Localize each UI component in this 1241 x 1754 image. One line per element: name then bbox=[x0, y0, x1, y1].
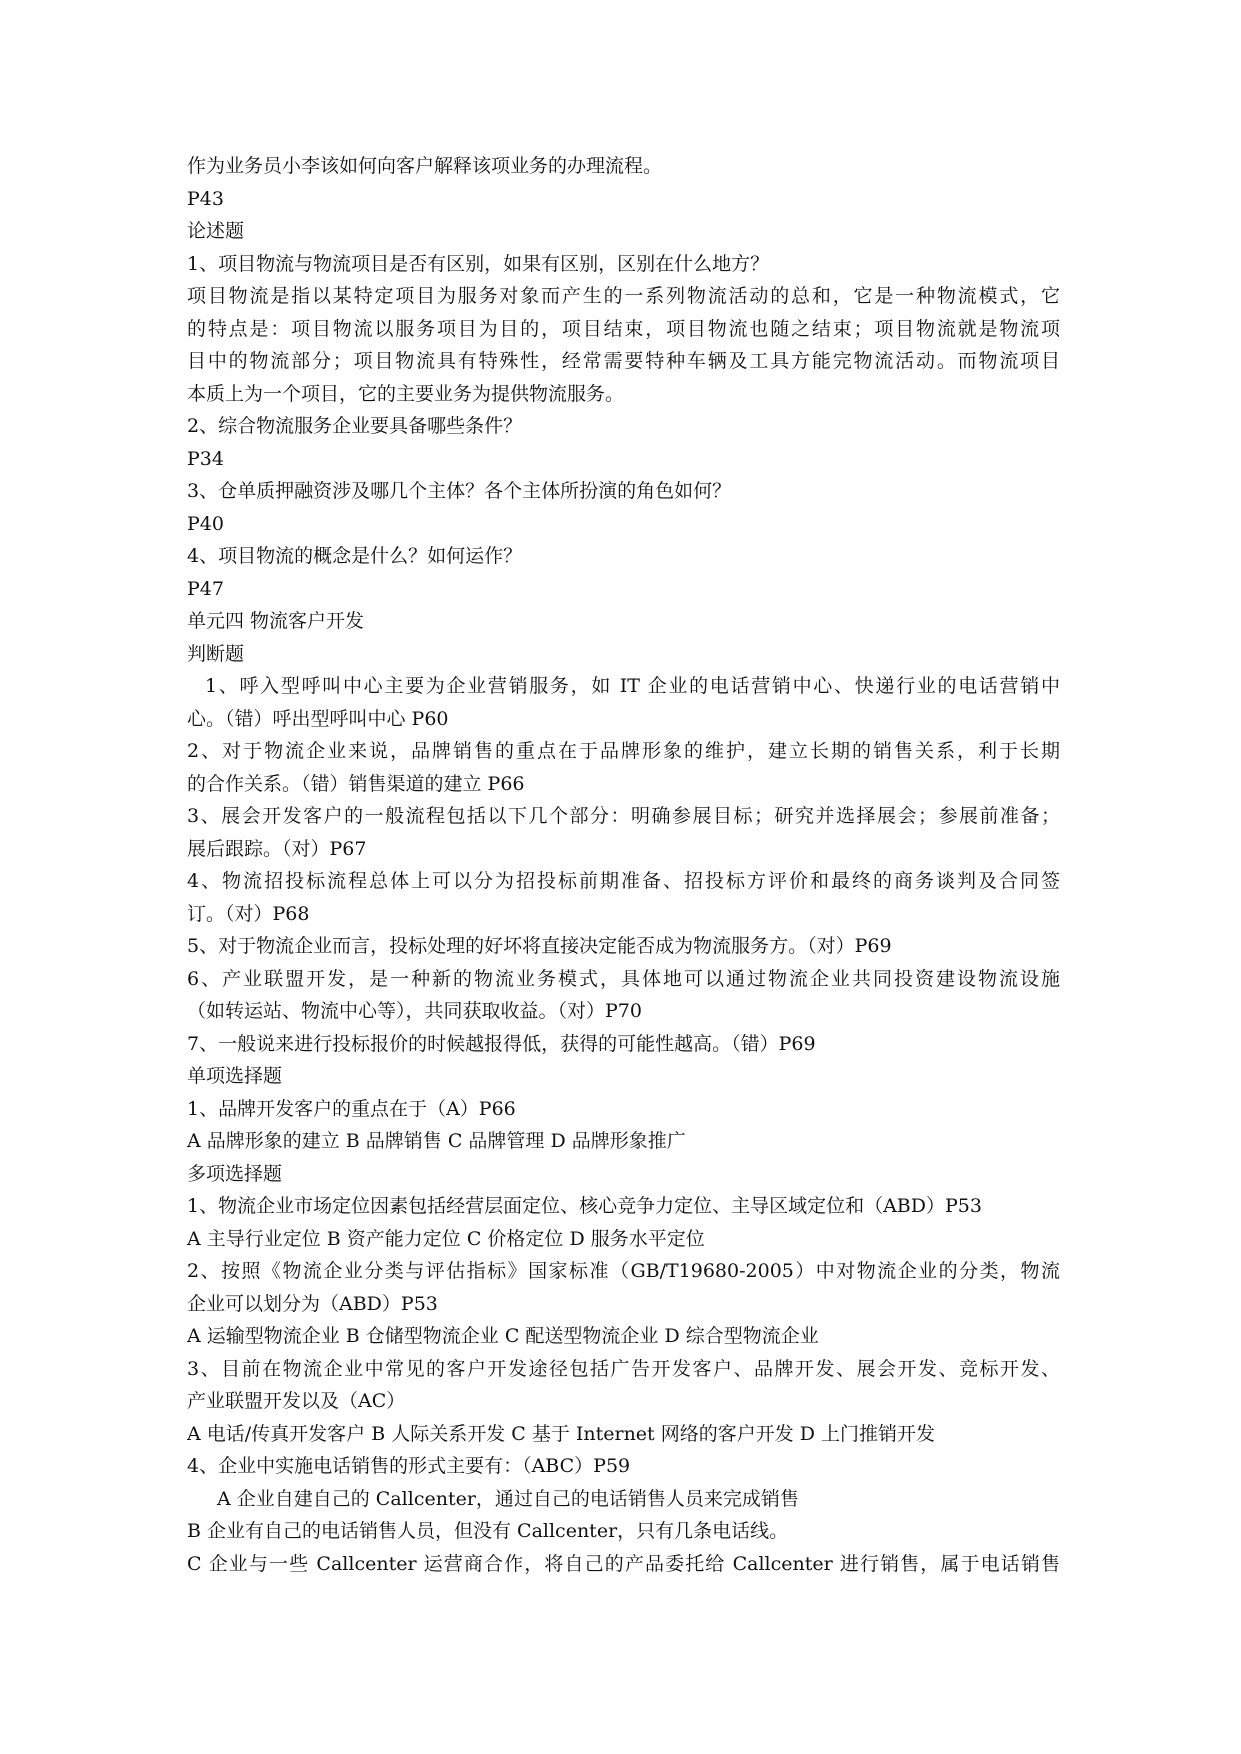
question-line: 4、项目物流的概念是什么？如何运作？ bbox=[187, 545, 523, 567]
question-line: 5、对于物流企业而言，投标处理的好坏将直接决定能否成为物流服务方。（对）P69 bbox=[187, 935, 892, 957]
question-line: 4、物流招投标流程总体上可以分为招投标前期准备、招投标方评价和最终的商务谈判及合同签 bbox=[187, 870, 1060, 892]
options-line: A 运输型物流企业 B 仓储型物流企业 C 配送型物流企业 D 综合型物流企业 bbox=[187, 1325, 819, 1347]
option-line: A 企业自建自己的 Callcenter，通过自己的电话销售人员来完成销售 bbox=[217, 1487, 799, 1510]
answer-line: 的特点是：项目物流以服务项目为目的，项目结束，项目物流也随之结束；项目物流就是物流项 bbox=[187, 317, 1060, 340]
question-line: 1、呼入型呼叫中心主要为企业营销服务，如 IT 企业的电话营销中心、快递行业的电话营销中 bbox=[205, 675, 1060, 697]
question-line: 3、展会开发客户的一般流程包括以下几个部分：明确参展目标；研究并选择展会；参展前准备； bbox=[187, 805, 1060, 827]
question-line: 心。（错）呼出型呼叫中心 P60 bbox=[187, 707, 449, 730]
question-line: 2、综合物流服务企业要具备哪些条件？ bbox=[187, 415, 523, 437]
answer-line: 本质上为一个项目，它的主要业务为提供物流服务。 bbox=[187, 382, 625, 405]
question-line: 4、企业中实施电话销售的形式主要有：（ABC）P59 bbox=[187, 1455, 631, 1477]
unit-heading: 单元四 物流客户开发 bbox=[187, 610, 365, 632]
question-line: 2、对于物流企业来说，品牌销售的重点在于品牌形象的维护，建立长期的销售关系，利于长期 bbox=[187, 740, 1060, 762]
section-heading: 单项选择题 bbox=[187, 1065, 283, 1087]
options-line: A 主导行业定位 B 资产能力定位 C 价格定位 D 服务水平定位 bbox=[187, 1227, 705, 1250]
question-line: 订。（对）P68 bbox=[187, 902, 310, 925]
page-reference: P34 bbox=[187, 447, 224, 470]
question-line: 1、品牌开发客户的重点在于（A）P66 bbox=[187, 1097, 516, 1120]
options-line: A 品牌形象的建立 B 品牌销售 C 品牌管理 D 品牌形象推广 bbox=[187, 1130, 686, 1152]
question-line: 的合作关系。（错）销售渠道的建立 P66 bbox=[187, 772, 525, 795]
answer-line: 项目物流是指以某特定项目为服务对象而产生的一系列物流活动的总和，它是一种物流模式，它 bbox=[187, 285, 1060, 307]
page-reference: P43 bbox=[187, 187, 224, 210]
options-line: A 电话/传真开发客户 B 人际关系开发 C 基于 Internet 网络的客户开发 D 上门推销开发 bbox=[187, 1422, 936, 1445]
question-line: （如转运站、物流中心等），共同获取收益。（对）P70 bbox=[187, 1000, 642, 1022]
option-line: C 企业与一些 Callcenter 运营商合作，将自己的产品委托给 Callcenter 进行销售，属于电话销售 bbox=[187, 1552, 1060, 1575]
question-line: 6、产业联盟开发，是一种新的物流业务模式，具体地可以通过物流企业共同投资建设物流设施 bbox=[187, 967, 1060, 990]
question-line: 2、按照《物流企业分类与评估指标》国家标准（GB/T19680-2005）中对物流企业的分类，物流 bbox=[187, 1260, 1060, 1282]
option-line: B 企业有自己的电话销售人员，但没有 Callcenter，只有几条电话线。 bbox=[187, 1520, 789, 1542]
question-line: 3、目前在物流企业中常见的客户开发途径包括广告开发客户、品牌开发、展会开发、竞标开发、 bbox=[187, 1357, 1060, 1380]
question-line: 1、项目物流与物流项目是否有区别，如果有区别，区别在什么地方？ bbox=[187, 252, 770, 275]
section-heading: 多项选择题 bbox=[187, 1162, 283, 1185]
question-line: 3、仓单质押融资涉及哪几个主体？各个主体所扮演的角色如何？ bbox=[187, 480, 732, 502]
question-line: 展后跟踪。（对）P67 bbox=[187, 837, 367, 860]
question-line: 产业联盟开发以及（AC） bbox=[187, 1390, 406, 1412]
page-reference: P47 bbox=[187, 577, 224, 600]
section-heading: 判断题 bbox=[187, 642, 245, 665]
question-line: 企业可以划分为（ABD）P53 bbox=[187, 1292, 438, 1315]
answer-line: 目中的物流部分；项目物流具有特殊性，经常需要特种车辆及工具方能完物流活动。而物流项目 bbox=[187, 350, 1060, 372]
question-line: 1、物流企业市场定位因素包括经营层面定位、核心竞争力定位、主导区域定位和（ABD）P53 bbox=[187, 1195, 982, 1217]
document-body bbox=[187, 150, 1060, 1580]
page-reference: P40 bbox=[187, 512, 224, 535]
question-line: 7、一般说来进行投标报价的时候越报得低，获得的可能性越高。（错）P69 bbox=[187, 1032, 816, 1055]
section-heading: 论述题 bbox=[187, 220, 245, 242]
text-line: 作为业务员小李该如何向客户解释该项业务的办理流程。 bbox=[187, 155, 663, 177]
